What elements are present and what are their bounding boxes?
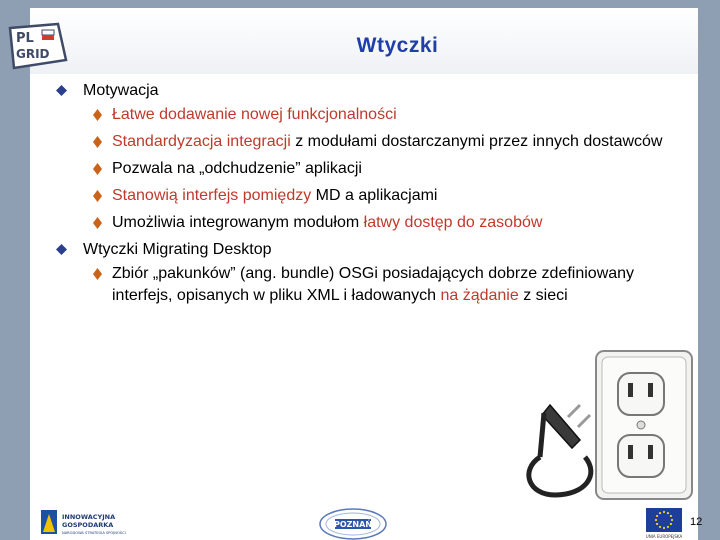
title-area	[30, 8, 698, 74]
sub-bullet-icon	[93, 109, 102, 121]
bullet-text: Motywacja	[83, 82, 159, 99]
highlighted-text: Stanowią interfejs pomiędzy	[112, 187, 312, 204]
right-frame	[698, 0, 720, 540]
page-number: 12	[690, 516, 703, 528]
eu-star-icon	[656, 523, 658, 525]
highlighted-text: Standardyzacja integracji	[112, 133, 291, 150]
slide-content	[56, 80, 696, 312]
eu-label: UNIA EUROPEJSKA	[645, 534, 683, 539]
eu-star-icon	[663, 511, 665, 513]
highlighted-text: łatwy dostęp do zasobów	[363, 214, 543, 231]
highlighted-text: Łatwe dodawanie nowej funkcjonalności	[112, 106, 397, 123]
bullet-item	[56, 80, 696, 102]
sub-bullet-icon	[93, 190, 102, 202]
highlighted-text: na żądanie	[440, 287, 519, 304]
sub-bullet-icon	[93, 268, 102, 280]
poznan-logo	[318, 507, 388, 540]
eu-star-icon	[667, 512, 669, 514]
sub-bullet-item	[56, 104, 696, 126]
sub-bullet-icon	[93, 217, 102, 229]
top-frame	[0, 0, 720, 8]
eu-star-icon	[655, 519, 657, 521]
diamond-bullet-icon	[56, 244, 67, 255]
eu-star-icon	[659, 512, 661, 514]
eu-star-icon	[663, 527, 665, 529]
sub-bullet-item	[56, 212, 696, 234]
sub-bullet-text: Pozwala na „odchudzenie” aplikacji	[112, 160, 362, 177]
ig-line1: INNOWACYJNA	[62, 513, 116, 521]
bullet-text: Wtyczki Migrating Desktop	[83, 241, 272, 258]
sub-bullet-item	[56, 263, 696, 307]
eu-star-icon	[659, 526, 661, 528]
eu-star-icon	[670, 523, 672, 525]
innowacyjna-gospodarka-logo	[40, 506, 140, 538]
ig-line3: NARODOWA STRATEGIA SPÓJNOŚCI	[62, 531, 126, 535]
sub-bullet-text: MD a aplikacjami	[311, 187, 438, 204]
sub-bullet-text: z sieci	[518, 287, 568, 304]
sub-bullet-icon	[93, 163, 102, 175]
left-frame	[0, 0, 30, 540]
eu-star-icon	[671, 519, 673, 521]
sub-bullet-item	[56, 185, 696, 207]
plug-socket-illustration	[510, 345, 700, 505]
sub-bullet-text: Zbiór „pakunków” (ang. bundle) OSGi posiadających dobrze zdefiniowany interfejs, opisanych w pliku XML i ładowanych	[112, 265, 635, 304]
sub-bullet-text: Umożliwia integrowanym modułom	[112, 214, 364, 231]
eu-flag-icon	[644, 507, 684, 540]
slide-title: Wtyczki	[356, 34, 439, 57]
logo-text-pl: PL	[16, 31, 34, 46]
eu-star-icon	[667, 526, 669, 528]
bullet-item	[56, 239, 696, 261]
eu-star-icon	[670, 515, 672, 517]
sub-bullet-text: z modułami dostarczanymi przez innych dostawców	[290, 133, 663, 150]
plgrid-logo	[4, 20, 70, 72]
eu-star-icon	[656, 515, 658, 517]
sub-bullet-item	[56, 131, 696, 153]
logo-text-grid: GRID	[16, 47, 50, 61]
diamond-bullet-icon	[56, 85, 67, 96]
ig-line2: GOSPODARKA	[62, 521, 114, 529]
sub-bullet-icon	[93, 136, 102, 148]
sub-bullet-item	[56, 158, 696, 180]
poznan-text: POZNAŃ	[333, 520, 373, 529]
